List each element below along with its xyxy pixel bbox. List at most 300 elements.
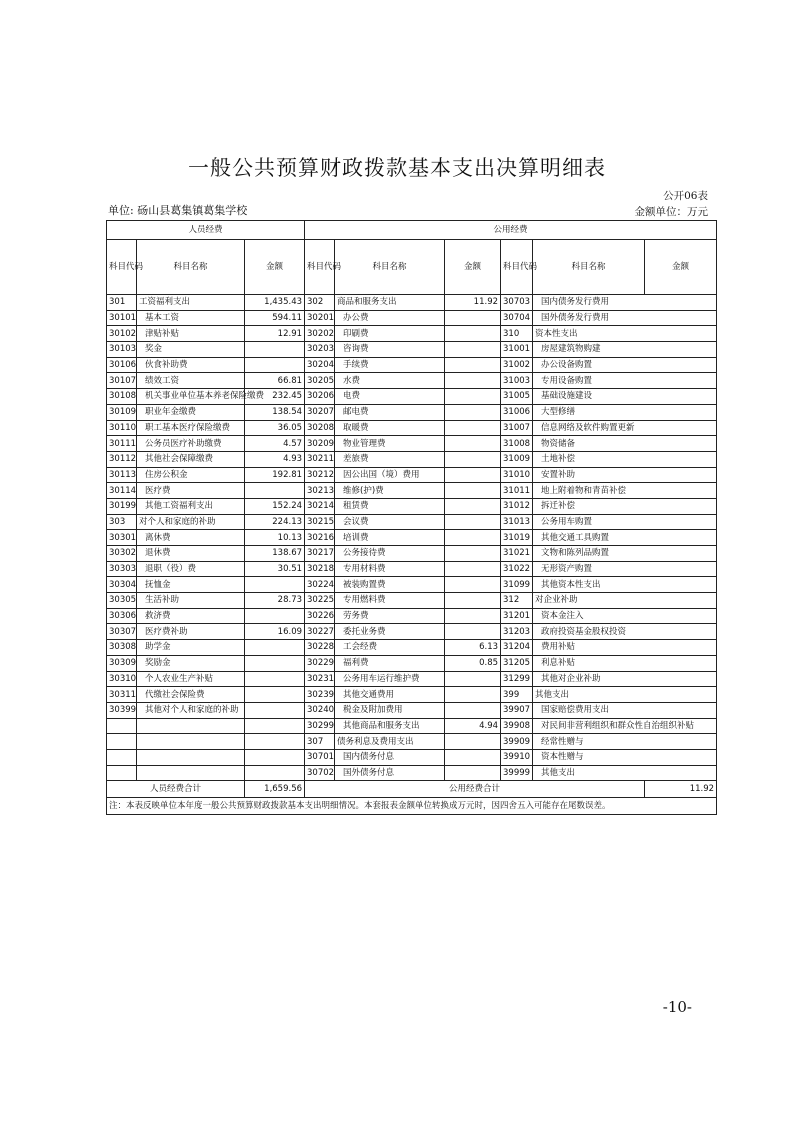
group-header-row: [107, 221, 717, 240]
column-header-amount: 金额: [245, 240, 305, 295]
column-header-name: 科目名称: [335, 240, 445, 295]
cell-amount: [445, 530, 501, 546]
cell-code: 31006: [501, 404, 533, 420]
table-row: [107, 483, 717, 499]
public-total-value: 11.92: [645, 781, 717, 798]
cell-code: 30305: [107, 593, 137, 609]
cell-name: 取暖费: [335, 420, 445, 436]
table-row: [107, 342, 717, 358]
cell-name: 个人农业生产补贴: [137, 671, 245, 687]
table-row: [107, 640, 717, 656]
cell-amount: [445, 357, 501, 373]
cell-amount: [445, 608, 501, 624]
cell-amount: [445, 498, 501, 514]
cell-name: 维修(护)费: [335, 483, 445, 499]
cell-code: 30203: [305, 342, 335, 358]
cell-name: 拆迁补偿: [533, 498, 717, 514]
cell-code: 30109: [107, 404, 137, 420]
cell-amount: [245, 342, 305, 358]
cell-code: [107, 718, 137, 734]
cell-amount: 6.13: [445, 640, 501, 656]
cell-name: 公务接待费: [335, 546, 445, 562]
cell-code: 30218: [305, 561, 335, 577]
cell-amount: 138.67: [245, 546, 305, 562]
cell-name: 咨询费: [335, 342, 445, 358]
cell-name: 国外债务发行费用: [533, 310, 717, 326]
cell-code: 39907: [501, 702, 533, 718]
cell-name: 信息网络及软件购置更新: [533, 420, 717, 436]
table-row: [107, 451, 717, 467]
cell-name: 伙食补助费: [137, 357, 245, 373]
cell-amount: [445, 749, 501, 765]
cell-code: 31099: [501, 577, 533, 593]
cell-amount: 4.94: [445, 718, 501, 734]
cell-amount: [445, 593, 501, 609]
cell-code: 30207: [305, 404, 335, 420]
page-number: -10-: [662, 998, 692, 1016]
cell-code: 30309: [107, 655, 137, 671]
cell-amount: 1,435.43: [245, 295, 305, 311]
cell-name: 公务用车购置: [533, 514, 717, 530]
cell-name: 经常性赠与: [533, 734, 717, 750]
cell-code: 312: [501, 593, 533, 609]
cell-name: 其他商品和服务支出: [335, 718, 445, 734]
personnel-total-value: 1,659.56: [245, 781, 305, 798]
cell-name: 生活补助: [137, 593, 245, 609]
cell-amount: [445, 734, 501, 750]
cell-name: 办公费: [335, 310, 445, 326]
cell-code: 31007: [501, 420, 533, 436]
table-row: [107, 326, 717, 342]
cell-amount: [245, 687, 305, 703]
cell-name: 专用设备购置: [533, 373, 717, 389]
cell-amount: [445, 389, 501, 405]
public-header: 公用经费: [305, 221, 717, 240]
cell-amount: [245, 749, 305, 765]
cell-name: 劳务费: [335, 608, 445, 624]
table-row: [107, 357, 717, 373]
cell-name: 退休费: [137, 546, 245, 562]
cell-name: 大型修缮: [533, 404, 717, 420]
cell-amount: 138.54: [245, 404, 305, 420]
cell-amount: [445, 624, 501, 640]
table-row: [107, 389, 717, 405]
cell-name: 政府投资基金股权投资: [533, 624, 717, 640]
page-title: 一般公共预算财政拨款基本支出决算明细表: [188, 156, 606, 180]
cell-name: 对企业补助: [533, 593, 717, 609]
cell-name: 绩效工资: [137, 373, 245, 389]
table-row: [107, 593, 717, 609]
cell-amount: [245, 655, 305, 671]
cell-name: 税金及附加费用: [335, 702, 445, 718]
cell-name: 专用燃料费: [335, 593, 445, 609]
cell-name: 工会经费: [335, 640, 445, 656]
cell-code: 30704: [501, 310, 533, 326]
cell-code: 30113: [107, 467, 137, 483]
cell-code: 30302: [107, 546, 137, 562]
cell-name: 国家赔偿费用支出: [533, 702, 717, 718]
cell-name: 被装购置费: [335, 577, 445, 593]
cell-name: 其他交通费用: [335, 687, 445, 703]
cell-code: 30205: [305, 373, 335, 389]
cell-amount: 192.81: [245, 467, 305, 483]
cell-code: 301: [107, 295, 137, 311]
cell-name: 土地补偿: [533, 451, 717, 467]
cell-code: 30227: [305, 624, 335, 640]
cell-code: 30224: [305, 577, 335, 593]
cell-name: 办公设备购置: [533, 357, 717, 373]
cell-amount: [445, 702, 501, 718]
cell-code: 31021: [501, 546, 533, 562]
table-row: [107, 546, 717, 562]
cell-name: 机关事业单位基本养老保险缴费: [137, 389, 245, 405]
cell-code: 30213: [305, 483, 335, 499]
cell-code: 302: [305, 295, 335, 311]
cell-amount: [445, 404, 501, 420]
cell-name: 委托业务费: [335, 624, 445, 640]
cell-amount: 10.13: [245, 530, 305, 546]
cell-code: 30702: [305, 765, 335, 781]
cell-code: 31012: [501, 498, 533, 514]
cell-code: 30310: [107, 671, 137, 687]
note-row: [107, 798, 717, 815]
column-header-row: [107, 240, 717, 295]
cell-name: 其他交通工具购置: [533, 530, 717, 546]
cell-code: 30229: [305, 655, 335, 671]
cell-code: 30214: [305, 498, 335, 514]
table-row: [107, 671, 717, 687]
cell-code: 30199: [107, 498, 137, 514]
cell-amount: 28.73: [245, 593, 305, 609]
cell-name: 住房公积金: [137, 467, 245, 483]
cell-code: 310: [501, 326, 533, 342]
cell-code: 30112: [107, 451, 137, 467]
cell-name: 国外债务付息: [335, 765, 445, 781]
cell-name: 基础设施建设: [533, 389, 717, 405]
cell-name: 商品和服务支出: [335, 295, 445, 311]
cell-code: 31013: [501, 514, 533, 530]
cell-name: 医疗费补助: [137, 624, 245, 640]
cell-code: 31299: [501, 671, 533, 687]
cell-name: 水费: [335, 373, 445, 389]
table-row: [107, 702, 717, 718]
cell-code: 30212: [305, 467, 335, 483]
cell-code: 30231: [305, 671, 335, 687]
cell-name: 邮电费: [335, 404, 445, 420]
cell-code: 30114: [107, 483, 137, 499]
cell-amount: [445, 671, 501, 687]
cell-name: [137, 734, 245, 750]
cell-name: 救济费: [137, 608, 245, 624]
cell-code: 31003: [501, 373, 533, 389]
expenditure-table: [106, 220, 717, 815]
column-header-code: 科目代码: [501, 240, 533, 295]
column-header-amount: 金额: [445, 240, 501, 295]
cell-name: 因公出国（境）费用: [335, 467, 445, 483]
cell-amount: [445, 687, 501, 703]
cell-amount: 66.81: [245, 373, 305, 389]
cell-code: 30208: [305, 420, 335, 436]
cell-code: 39909: [501, 734, 533, 750]
cell-name: 地上附着物和青苗补偿: [533, 483, 717, 499]
table-row: [107, 749, 717, 765]
cell-code: 39910: [501, 749, 533, 765]
cell-code: 30703: [501, 295, 533, 311]
cell-code: 30303: [107, 561, 137, 577]
cell-name: 代缴社会保险费: [137, 687, 245, 703]
cell-name: [137, 749, 245, 765]
cell-code: 30226: [305, 608, 335, 624]
table-row: [107, 498, 717, 514]
cell-name: 房屋建筑物购建: [533, 342, 717, 358]
table-row: [107, 765, 717, 781]
cell-code: 30701: [305, 749, 335, 765]
cell-name: 无形资产购置: [533, 561, 717, 577]
cell-code: 30304: [107, 577, 137, 593]
cell-name: 津贴补贴: [137, 326, 245, 342]
cell-amount: 36.05: [245, 420, 305, 436]
cell-amount: [245, 640, 305, 656]
totals-row: [107, 781, 717, 798]
cell-name: 培训费: [335, 530, 445, 546]
cell-name: 职业年金缴费: [137, 404, 245, 420]
cell-amount: [445, 514, 501, 530]
cell-name: 利息补贴: [533, 655, 717, 671]
cell-name: 其他社会保障缴费: [137, 451, 245, 467]
cell-name: 其他对个人和家庭的补助: [137, 702, 245, 718]
cell-amount: 224.13: [245, 514, 305, 530]
cell-name: 差旅费: [335, 451, 445, 467]
cell-name: 物业管理费: [335, 436, 445, 452]
cell-name: [137, 718, 245, 734]
table-row: [107, 734, 717, 750]
cell-name: 资本性赠与: [533, 749, 717, 765]
cell-code: 31002: [501, 357, 533, 373]
table-row: [107, 373, 717, 389]
cell-code: 30308: [107, 640, 137, 656]
cell-amount: [445, 310, 501, 326]
cell-code: 30216: [305, 530, 335, 546]
cell-code: 30101: [107, 310, 137, 326]
cell-amount: 152.24: [245, 498, 305, 514]
cell-name: 物资储备: [533, 436, 717, 452]
cell-code: 30215: [305, 514, 335, 530]
cell-name: 对民间非营利组织和群众性自治组织补贴: [533, 718, 717, 734]
cell-code: 30217: [305, 546, 335, 562]
table-row: [107, 577, 717, 593]
cell-code: 31005: [501, 389, 533, 405]
cell-name: 国内债务发行费用: [533, 295, 717, 311]
cell-code: 30103: [107, 342, 137, 358]
cell-name: 资本金注入: [533, 608, 717, 624]
cell-amount: [245, 577, 305, 593]
cell-amount: [245, 718, 305, 734]
cell-code: 31009: [501, 451, 533, 467]
cell-name: 手续费: [335, 357, 445, 373]
cell-code: 30225: [305, 593, 335, 609]
cell-name: 退职（役）费: [137, 561, 245, 577]
table-row: [107, 420, 717, 436]
cell-name: 安置补助: [533, 467, 717, 483]
column-header-amount: 金额: [645, 240, 717, 295]
cell-name: 印刷费: [335, 326, 445, 342]
cell-code: [107, 749, 137, 765]
table-row: [107, 514, 717, 530]
cell-name: 离休费: [137, 530, 245, 546]
personnel-total-label: 人员经费合计: [107, 781, 245, 798]
cell-name: 奖励金: [137, 655, 245, 671]
cell-amount: 4.93: [245, 451, 305, 467]
cell-amount: [445, 451, 501, 467]
table-row: [107, 561, 717, 577]
cell-code: 399: [501, 687, 533, 703]
cell-code: 39908: [501, 718, 533, 734]
cell-name: 奖金: [137, 342, 245, 358]
cell-code: 30239: [305, 687, 335, 703]
cell-name: 其他工资福利支出: [137, 498, 245, 514]
cell-code: 30107: [107, 373, 137, 389]
cell-code: 30201: [305, 310, 335, 326]
cell-amount: [445, 436, 501, 452]
cell-amount: 30.51: [245, 561, 305, 577]
cell-amount: [245, 671, 305, 687]
cell-name: 租赁费: [335, 498, 445, 514]
cell-name: 对个人和家庭的补助: [137, 514, 245, 530]
cell-code: [107, 734, 137, 750]
cell-code: 31022: [501, 561, 533, 577]
column-header-code: 科目代码: [107, 240, 137, 295]
cell-name: 电费: [335, 389, 445, 405]
public-total-label: 公用经费合计: [305, 781, 645, 798]
cell-name: 费用补贴: [533, 640, 717, 656]
cell-name: 福利费: [335, 655, 445, 671]
cell-code: 30299: [305, 718, 335, 734]
cell-name: 抚恤金: [137, 577, 245, 593]
table-note: 注：本表反映单位本年度一般公共预算财政拨款基本支出明细情况。本套报表金额单位转换成万元时，因四舍五入可能存在尾数误差。: [107, 798, 717, 815]
table-row: [107, 655, 717, 671]
cell-code: 30102: [107, 326, 137, 342]
cell-code: 30307: [107, 624, 137, 640]
cell-code: 31203: [501, 624, 533, 640]
cell-amount: [445, 326, 501, 342]
cell-code: 30228: [305, 640, 335, 656]
cell-code: 31201: [501, 608, 533, 624]
cell-code: 31011: [501, 483, 533, 499]
cell-code: 31010: [501, 467, 533, 483]
reporting-unit: 单位: 砀山县葛集镇葛集学校: [108, 204, 248, 217]
cell-code: 39999: [501, 765, 533, 781]
cell-amount: [245, 734, 305, 750]
cell-code: 30211: [305, 451, 335, 467]
cell-code: 30301: [107, 530, 137, 546]
cell-amount: [445, 342, 501, 358]
cell-amount: 594.11: [245, 310, 305, 326]
cell-name: 助学金: [137, 640, 245, 656]
form-number: 公开06表: [663, 190, 708, 202]
table-row: [107, 687, 717, 703]
cell-name: 医疗费: [137, 483, 245, 499]
cell-name: [137, 765, 245, 781]
cell-amount: 232.45: [245, 389, 305, 405]
table-row: [107, 295, 717, 311]
table-row: [107, 530, 717, 546]
cell-code: 30306: [107, 608, 137, 624]
cell-code: 307: [305, 734, 335, 750]
table-row: [107, 310, 717, 326]
cell-name: 其他资本性支出: [533, 577, 717, 593]
cell-amount: [445, 765, 501, 781]
personnel-header: 人员经费: [107, 221, 305, 240]
cell-name: 职工基本医疗保险缴费: [137, 420, 245, 436]
cell-name: 工资福利支出: [137, 295, 245, 311]
cell-code: 30111: [107, 436, 137, 452]
cell-amount: [245, 608, 305, 624]
cell-code: 30108: [107, 389, 137, 405]
cell-name: 公务用车运行维护费: [335, 671, 445, 687]
cell-name: 其他支出: [533, 765, 717, 781]
cell-name: 国内债务付息: [335, 749, 445, 765]
cell-amount: [245, 357, 305, 373]
cell-code: 30110: [107, 420, 137, 436]
cell-code: 31008: [501, 436, 533, 452]
cell-amount: 0.85: [445, 655, 501, 671]
cell-name: 文物和陈列品购置: [533, 546, 717, 562]
cell-amount: [445, 483, 501, 499]
cell-code: 31001: [501, 342, 533, 358]
cell-code: 30204: [305, 357, 335, 373]
table-row: [107, 624, 717, 640]
amount-unit: 金额单位：万元: [634, 206, 708, 218]
cell-code: 30399: [107, 702, 137, 718]
cell-amount: [245, 765, 305, 781]
column-header-name: 科目名称: [533, 240, 645, 295]
table-row: [107, 608, 717, 624]
cell-amount: [445, 546, 501, 562]
cell-amount: [445, 577, 501, 593]
table-row: [107, 718, 717, 734]
cell-code: 30240: [305, 702, 335, 718]
column-header-name: 科目名称: [137, 240, 245, 295]
table-row: [107, 404, 717, 420]
cell-code: 31205: [501, 655, 533, 671]
cell-code: 30206: [305, 389, 335, 405]
cell-amount: [445, 561, 501, 577]
cell-amount: 16.09: [245, 624, 305, 640]
cell-amount: 4.57: [245, 436, 305, 452]
table-row: [107, 436, 717, 452]
cell-amount: [245, 702, 305, 718]
cell-name: 会议费: [335, 514, 445, 530]
cell-code: 31204: [501, 640, 533, 656]
cell-name: 债务利息及费用支出: [335, 734, 445, 750]
cell-name: 其他对企业补助: [533, 671, 717, 687]
cell-code: 30209: [305, 436, 335, 452]
table-row: [107, 467, 717, 483]
cell-code: 30311: [107, 687, 137, 703]
column-header-code: 科目代码: [305, 240, 335, 295]
cell-amount: [245, 483, 305, 499]
cell-name: 其他支出: [533, 687, 717, 703]
cell-name: 公务员医疗补助缴费: [137, 436, 245, 452]
cell-code: 31019: [501, 530, 533, 546]
cell-amount: 12.91: [245, 326, 305, 342]
cell-name: 资本性支出: [533, 326, 717, 342]
cell-code: 30202: [305, 326, 335, 342]
cell-code: 303: [107, 514, 137, 530]
cell-code: [107, 765, 137, 781]
cell-amount: 11.92: [445, 295, 501, 311]
cell-amount: [445, 373, 501, 389]
